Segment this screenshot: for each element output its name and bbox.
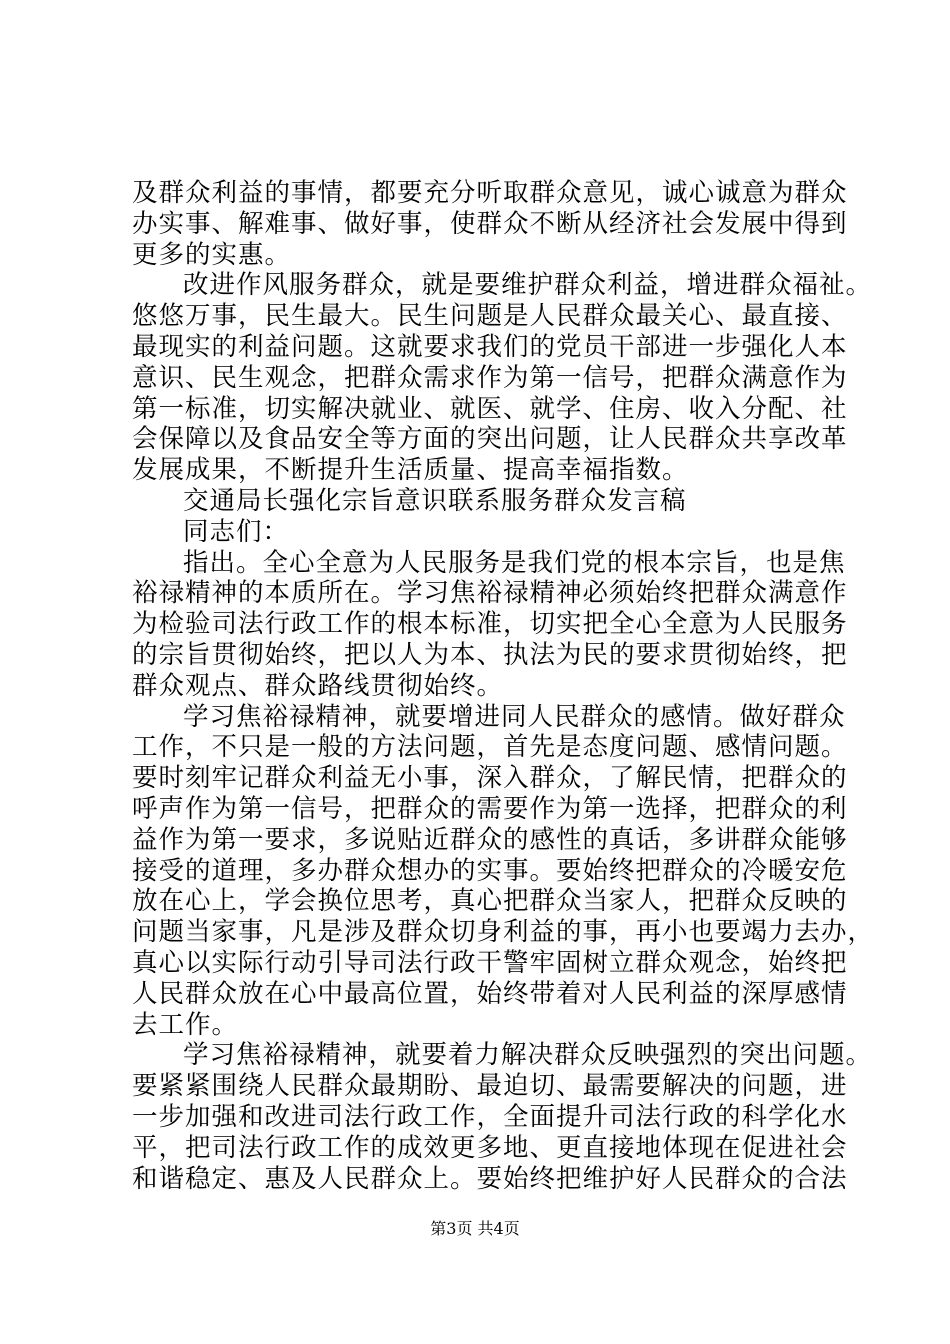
text-line: 裕禄精神的本质所在。学习焦裕禄精神必须始终把群众满意作 <box>132 578 848 609</box>
text-line: 工作，不只是一般的方法问题，首先是态度问题、感情问题。 <box>132 732 848 763</box>
text-line: 交通局长强化宗旨意识联系服务群众发言稿 <box>183 485 687 516</box>
text-line: 群众观点、群众路线贯彻始终。 <box>132 670 504 701</box>
text-line: 最现实的利益问题。这就要求我们的党员干部进一步强化人本 <box>132 331 848 362</box>
text-line: 学习焦裕禄精神，就要着力解决群众反映强烈的突出问题。 <box>183 1040 873 1071</box>
paragraph <box>132 178 848 270</box>
text-line: 要时刻牢记群众利益无小事，深入群众，了解民情，把群众的 <box>132 763 848 794</box>
paragraph <box>132 270 873 486</box>
text-line: 问题当家事，凡是涉及群众切身利益的事，再小也要竭力去办， <box>132 917 875 948</box>
text-line: 办实事、解难事、做好事，使群众不断从经济社会发展中得到 <box>132 208 848 239</box>
text-line: 一步加强和改进司法行政工作，全面提升司法行政的科学化水 <box>132 1101 848 1132</box>
text-line: 第一标准，切实解决就业、就医、就学、住房、收入分配、社 <box>132 393 848 424</box>
text-line: 学习焦裕禄精神，就要增进同人民群众的感情。做好群众 <box>183 701 846 732</box>
text-line: 和谐稳定、惠及人民群众上。要始终把维护好人民群众的合法 <box>132 1163 848 1194</box>
text-line: 意识、民生观念，把群众需求作为第一信号，把群众满意作为 <box>132 362 848 393</box>
text-line: 人民群众放在心中最高位置，始终带着对人民利益的深厚感情 <box>132 978 848 1009</box>
paragraph <box>132 486 832 517</box>
text-line: 益作为第一要求，多说贴近群众的感性的真话，多讲群众能够 <box>132 824 848 855</box>
text-line: 发展成果，不断提升生活质量、提高幸福指数。 <box>132 455 689 486</box>
text-line: 平，把司法行政工作的成效更多地、更直接地体现在促进社会 <box>132 1132 848 1163</box>
text-line: 呼声作为第一信号，把群众的需要作为第一选择，把群众的利 <box>132 793 848 824</box>
paragraph <box>132 1040 873 1194</box>
text-line: 的宗旨贯彻始终，把以人为本、执法为民的要求贯彻始终，把 <box>132 639 848 670</box>
text-line: 为检验司法行政工作的根本标准，切实把全心全意为人民服务 <box>132 609 848 640</box>
text-line: 放在心上，学会换位思考，真心把群众当家人，把群众反映的 <box>132 886 848 917</box>
paragraph <box>132 547 848 702</box>
text-line: 要紧紧围绕人民群众最期盼、最迫切、最需要解决的问题，进 <box>132 1071 848 1102</box>
text-line: 真心以实际行动引导司法行政干警牢固树立群众观念，始终把 <box>132 947 848 978</box>
page-footer: 第3页 共4页 <box>430 1219 520 1238</box>
text-line: 悠悠万事，民生最大。民生问题是人民群众最关心、最直接、 <box>132 301 848 332</box>
text-line: 同志们： <box>183 516 290 547</box>
text-line: 及群众利益的事情，都要充分听取群众意见，诚心诚意为群众 <box>132 178 848 208</box>
text-line: 改进作风服务群众，就是要维护群众利益，增进群众福祉。 <box>183 270 873 301</box>
text-line: 指出。全心全意为人民服务是我们党的根本宗旨，也是焦 <box>183 547 846 578</box>
paragraph <box>132 517 832 548</box>
text-line: 去工作。 <box>132 1009 239 1040</box>
text-line: 更多的实惠。 <box>132 239 292 270</box>
text-line: 会保障以及食品安全等方面的突出问题，让人民群众共享改革 <box>132 424 848 455</box>
text-line: 接受的道理，多办群众想办的实事。要始终把群众的冷暖安危 <box>132 855 848 886</box>
document-body <box>132 178 875 1194</box>
paragraph <box>132 701 875 1041</box>
